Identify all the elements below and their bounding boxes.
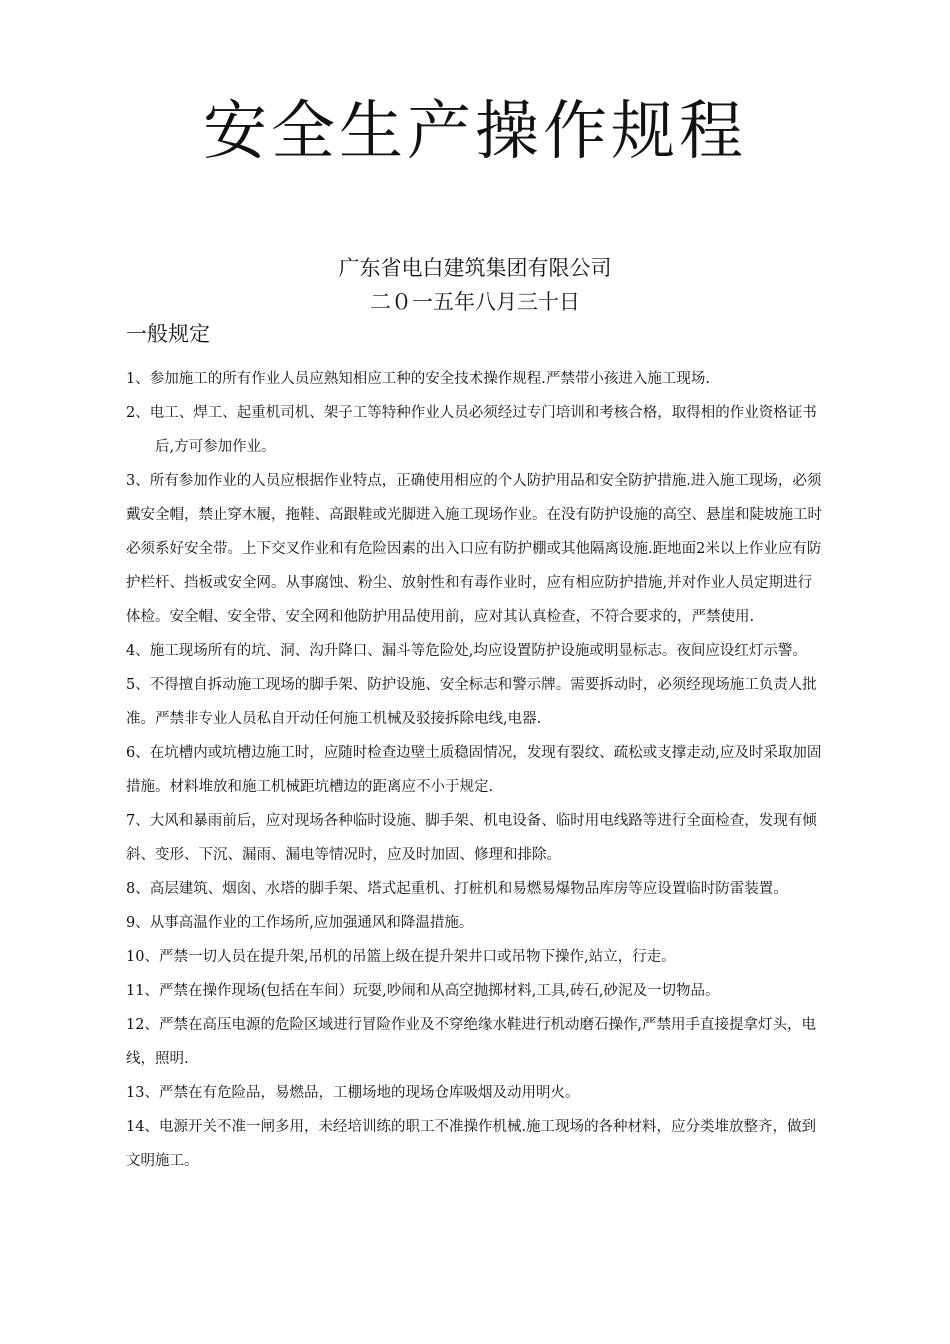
rule-item-14: 14、电源开关不准一闸多用，未经培训练的职工不准操作机械.施工现场的各种材料，应分类堆放整齐，做到文明施工。 xyxy=(126,1119,817,1169)
rule-item-8: 8、高层建筑、烟囱、水塔的脚手架、塔式起重机、打桩机和易燃易爆物品库房等应设置临时防雷装置。 xyxy=(126,881,788,897)
document-date: 二０一五年八月三十日 xyxy=(370,290,580,314)
rule-item-13: 13、严禁在有危险品，易燃品，工棚场地的现场仓库吸烟及动用明火。 xyxy=(126,1085,580,1101)
rule-item-10: 10、严禁一切人员在提升架,吊机的吊篮上级在提升架井口或吊物下操作,站立，行走。 xyxy=(126,949,676,965)
rule-item-11: 11、严禁在操作现场(包括在车间）玩耍,吵闹和从高空抛掷材料,工具,砖石,砂泥及一切物品。 xyxy=(126,983,720,999)
rule-item-7: 7、大风和暴雨前后，应对现场各种临时设施、脚手架、机电设备、临时用电线路等进行全面检查，发现有倾斜、变形、下沉、漏雨、漏电等情况时，应及时加固、修理和排除。 xyxy=(126,813,817,863)
rule-item-12: 12、严禁在高压电源的危险区域进行冒险作业及不穿绝缘水鞋进行机动磨石操作,严禁用手直接提拿灯头，电线，照明. xyxy=(126,1017,817,1067)
company-name: 广东省电白建筑集团有限公司 xyxy=(338,256,612,280)
rule-item-3: 3、所有参加作业的人员应根据作业特点，正确使用相应的个人防护用品和安全防护措施.进入施工现场，必须戴安全帽，禁止穿木履，拖鞋、高跟鞋或光脚进入施工现场作业。在没有防护设施的高空、悬崖和陡坡施工时必须系好安全带。上下交叉作业和有危险因素的出入口应有防护棚或其他隔离设施.距地面2米以上作业应有防护栏杆、挡板或安全网。从事腐蚀、粉尘、放射性和有毒作业时，应有相应防护措施,并对作业人员定期进行体检。安全帽、安全带、安全网和他防护用品使用前，应对其认真检查，不符合要求的，严禁使用. xyxy=(126,473,822,625)
section-heading: 一般规定 xyxy=(126,322,210,346)
rule-item-2: 2、电工、焊工、起重机司机、架子工等特种作业人员必须经过专门培训和考核合格，取得相的作业资格证书后,方可参加作业。 xyxy=(126,405,817,455)
rule-item-6: 6、在坑槽内或坑槽边施工时，应随时检查边壁土质稳固情况，发现有裂纹、疏松或支撑走动,应及时采取加固措施。材料堆放和施工机械距坑槽边的距离应不小于规定. xyxy=(126,745,822,795)
document-title: 安全生产操作规程 xyxy=(203,95,747,169)
rule-item-5: 5、不得擅自拆动施工现场的脚手架、防护设施、安全标志和警示牌。需要拆动时，必须经现场施工负责人批准。严禁非专业人员私自开动任何施工机械及驳接拆除电线,电器. xyxy=(126,677,817,727)
rule-item-1: 1、参加施工的所有作业人员应熟知相应工种的安全技术操作规程.严禁带小孩进入施工现场. xyxy=(126,371,710,387)
rule-item-9: 9、从事高温作业的工作场所,应加强通风和降温措施。 xyxy=(126,915,474,931)
rule-item-4: 4、施工现场所有的坑、洞、沟升降口、漏斗等危险处,均应设置防护设施或明显标志。夜间应设红灯示警。 xyxy=(126,643,807,659)
rules-list xyxy=(126,362,826,1178)
